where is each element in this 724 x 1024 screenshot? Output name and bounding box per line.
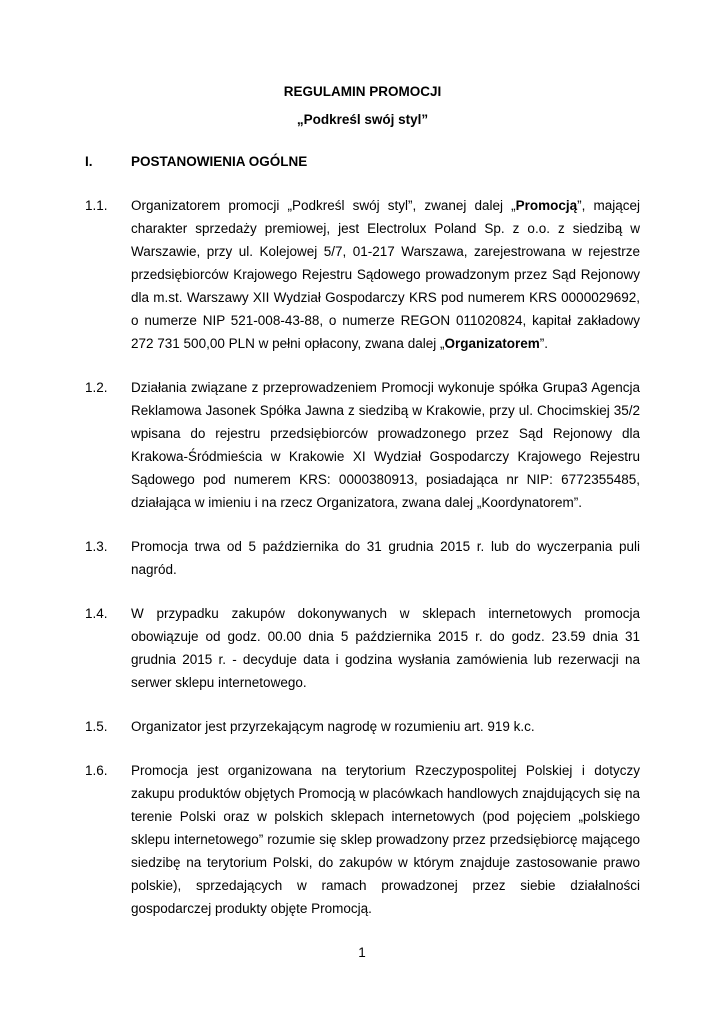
clause-text: Organizator jest przyrzekającym nagrodę w rozumieniu art. 919 k.c. (131, 719, 535, 734)
clause-row (85, 376, 640, 514)
section-heading (85, 150, 640, 173)
clause-row (85, 715, 640, 738)
section-title: POSTANOWIENIA OGÓLNE (131, 154, 308, 169)
clause-number: 1.2. (85, 380, 108, 395)
clause-row (85, 602, 640, 694)
section-number: I. (85, 154, 93, 169)
clause-number: 1.3. (85, 539, 108, 554)
clause-number: 1.6. (85, 763, 108, 778)
clause-number: 1.4. (85, 606, 108, 621)
clause-text: Promocja jest organizowana na terytorium Rzeczypospolitej Polskiej i dotyczy zakupu produktów objętych Promocją w placówkach handlowych znajdujących się na terenie Polski oraz w polskich sklepach internetowych (pod pojęciem „polskiego sklepu internetowego” rozumie się sklep prowadzony przez przedsiębiorcę mającego siedzibę na terytorium Polski, do zakupów w którym znajduje zastosowanie prawo polskie), sprzedających w ramach prowadzonej przez siebie działalności gospodarczej produkty objęte Promocją. (131, 763, 640, 916)
document-subtitle: „Podkreśl swój styl” (296, 112, 429, 127)
clause-number: 1.1. (85, 198, 108, 213)
clause-text: W przypadku zakupów dokonywanych w sklepach internetowych promocja obowiązuje od godz. 00.00 dnia 5 października 2015 r. do godz. 23.59 dnia 31 grudnia 2015 r. - decyduje data i godzina wysłania zamówienia lub rezerwacji na serwer sklepu internetowego. (131, 606, 640, 690)
clause-row (85, 194, 640, 355)
clause-row (85, 535, 640, 581)
clause-row (85, 759, 640, 920)
clause-text: Organizatorem promocji „Podkreśl swój styl”, zwanej dalej „Promocją”, mającej charakter sprzedaży premiowej, jest Electrolux Poland Sp. z o.o. z siedzibą w Warszawie, przy ul. Kolejowej 5/7, 01-217 Warszawa, zarejestrowana w rejestrze przedsiębiorców Krajowego Rejestru Sądowego prowadzonym przez Sąd Rejonowy dla m.st. Warszawy XII Wydział Gospodarczy KRS pod numerem KRS 0000029692, o numerze NIP 521-008-43-88, o numerze REGON 011020824, kapitał zakładowy 272 731 500,00 PLN w pełni opłacony, zwana dalej „Organizatorem”. (131, 198, 640, 351)
clause-text: Promocja trwa od 5 października do 31 grudnia 2015 r. lub do wyczerpania puli nagród. (131, 539, 640, 577)
page-number: 1 (358, 945, 366, 960)
clause-list (85, 194, 640, 920)
clause-number: 1.5. (85, 719, 108, 734)
clause-text: Działania związane z przeprowadzeniem Promocji wykonuje spółka Grupa3 Agencja Reklamowa Jasonek Spółka Jawna z siedzibą w Krakowie, przy ul. Chocimskiej 35/2 wpisana do rejestru przedsiębiorców prowadzonego przez Sąd Rejonowy dla Krakowa-Śródmieścia w Krakowie XI Wydział Gospodarczy Krajowego Rejestru Sądowego pod numerem KRS: 0000380913, posiadająca nr NIP: 6772355485, działająca w imieniu i na rzecz Organizatora, zwana dalej „Koordynatorem”. (131, 380, 640, 510)
document-title: REGULAMIN PROMOCJI (283, 84, 442, 99)
